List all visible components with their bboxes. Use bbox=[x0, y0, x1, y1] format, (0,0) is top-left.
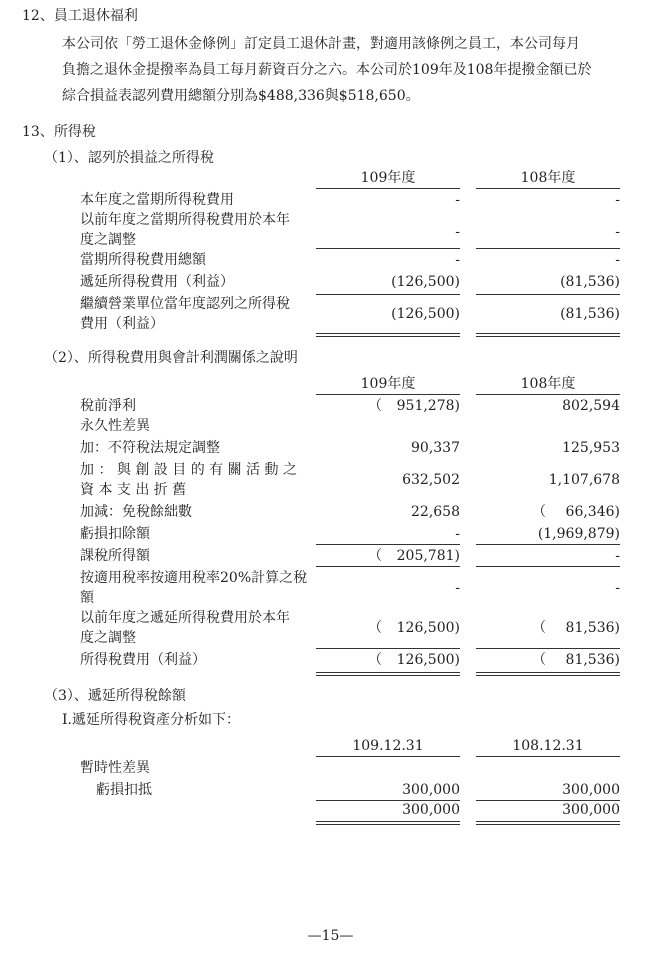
table1-row5-v2: (81,536) bbox=[560, 306, 620, 322]
table2-col-109: 109年度 bbox=[360, 376, 416, 392]
table3-col-108: 108.12.31 bbox=[512, 738, 584, 754]
table1-row1-v2: - bbox=[615, 192, 620, 208]
section-12-para-line-2: 負擔之退休金提撥率為員工每月薪資百分之六。本公司於109年及108年提撥金額已於 bbox=[62, 62, 592, 78]
table2-row1-v2: 802,594 bbox=[562, 398, 620, 414]
table2-row10-v1: 126,500) bbox=[396, 652, 460, 668]
table3-header-rule-1 bbox=[316, 756, 460, 757]
table1-rule-a-1 bbox=[316, 248, 460, 249]
table2-row1-paren-open: （ bbox=[368, 398, 382, 414]
table2-row10-label: 所得稅費用（利益） bbox=[80, 652, 206, 668]
table2-rule-b-1 bbox=[316, 566, 460, 567]
table2-row9-paren2-open: （ bbox=[532, 620, 546, 636]
table1-row4-v1: (126,500) bbox=[391, 274, 460, 290]
table1-row1-v1: - bbox=[455, 192, 460, 208]
table3-title: （3）、遞延所得稅餘額 bbox=[44, 688, 186, 704]
table3-col-109: 109.12.31 bbox=[352, 738, 424, 754]
table1-rule-a-2 bbox=[476, 248, 620, 249]
table2-row1-label: 稅前淨利 bbox=[80, 398, 136, 414]
table2-row9-paren-open: （ bbox=[368, 620, 382, 636]
table2-rule-c-2 bbox=[476, 648, 620, 649]
table2-row10-paren-open: （ bbox=[368, 652, 382, 668]
table3-row2-label: 虧損扣抵 bbox=[96, 782, 152, 798]
table1-row1-label: 本年度之當期所得稅費用 bbox=[80, 192, 234, 208]
page-number: —15— bbox=[307, 928, 354, 944]
table2-row7-v2: - bbox=[615, 548, 620, 564]
table1-total-rule-2 bbox=[476, 333, 620, 337]
table1-row4-v2: (81,536) bbox=[560, 274, 620, 290]
table2-row7-v1: 205,781) bbox=[396, 548, 460, 564]
table1-rule-b-2 bbox=[476, 294, 620, 295]
table2-row2-label: 永久性差異 bbox=[80, 418, 150, 434]
table3-total-v2: 300,000 bbox=[562, 802, 620, 818]
table3-row2-v1: 300,000 bbox=[402, 782, 460, 798]
table2-row4-v1: 632,502 bbox=[402, 472, 460, 488]
table1-header-rule-1 bbox=[316, 188, 460, 189]
table2-row7-label: 課稅所得額 bbox=[80, 548, 150, 564]
table2-row5-label: 加減：免稅餘絀數 bbox=[80, 504, 192, 520]
table1-rule-b-1 bbox=[316, 294, 460, 295]
table2-row8-label: 按適用稅率按適用稅率20%計算之稅額 bbox=[80, 570, 308, 606]
section-12-para-line-3: 綜合損益表認列費用總額分別為$488,336與$518,650。 bbox=[62, 88, 420, 104]
table2-row9-v1: 126,500) bbox=[396, 620, 460, 636]
table3-header-rule-2 bbox=[476, 756, 620, 757]
table1-title: （1）、認列於損益之所得稅 bbox=[44, 150, 214, 166]
table2-total-rule-1 bbox=[316, 672, 460, 676]
table3-subtitle: Ⅰ.遞延所得稅資產分析如下： bbox=[62, 712, 240, 728]
table2-rule-a-1 bbox=[316, 544, 460, 545]
table2-rule-a-2 bbox=[476, 544, 620, 545]
table2-row6-v1: - bbox=[455, 526, 460, 542]
table1-row2-v2: - bbox=[615, 224, 620, 240]
table2-row10-v2: 81,536) bbox=[565, 652, 620, 668]
table3-row2-v2: 300,000 bbox=[562, 782, 620, 798]
table2-header-rule-2 bbox=[476, 394, 620, 395]
section-12-para-line-1: 本公司依「勞工退休金條例」訂定員工退休計畫，對適用該條例之員工，本公司每月 bbox=[62, 36, 580, 52]
table2-row7-paren-open: （ bbox=[368, 548, 382, 564]
table1-row2-v1: - bbox=[455, 224, 460, 240]
table1-header-rule-2 bbox=[476, 188, 620, 189]
table1-row5-label: 繼續營業單位當年度認列之所得稅費用（利益） bbox=[80, 296, 290, 332]
table1-row2-label: 以前年度之當期所得稅費用於本年度之調整 bbox=[80, 212, 290, 248]
table2-row9-label: 以前年度之遞延所得稅費用於本年度之調整 bbox=[80, 610, 290, 646]
table2-row3-v1: 90,337 bbox=[411, 440, 460, 456]
table2-row3-label: 加：不符稅法規定調整 bbox=[80, 440, 220, 456]
section-12-heading: 12、員工退休福利 bbox=[22, 8, 138, 24]
table2-total-rule-2 bbox=[476, 672, 620, 676]
table2-row5-v1: 22,658 bbox=[411, 504, 460, 520]
table2-header-rule-1 bbox=[316, 394, 460, 395]
table2-row8-v1: - bbox=[455, 580, 460, 596]
table2-row10-paren2-open: （ bbox=[532, 652, 546, 668]
table1-row3-v2: - bbox=[615, 252, 620, 268]
table2-row6-v2: (1,969,879) bbox=[537, 526, 620, 542]
table2-row4-v2: 1,107,678 bbox=[548, 472, 620, 488]
table2-rule-c-1 bbox=[316, 648, 460, 649]
table2-row4-label: 加 ： 與 創 設 目 的 有 關 活 動 之 資 本 支 出 折 舊 bbox=[80, 462, 297, 498]
table1-row3-v1: - bbox=[455, 252, 460, 268]
table2-col-108: 108年度 bbox=[520, 376, 576, 392]
table2-rule-b-2 bbox=[476, 566, 620, 567]
table2-row8-v2: - bbox=[615, 580, 620, 596]
table3-total-v1: 300,000 bbox=[402, 802, 460, 818]
table1-row5-v1: (126,500) bbox=[391, 306, 460, 322]
table1-col-109: 109年度 bbox=[360, 170, 416, 186]
table2-row3-v2: 125,953 bbox=[562, 440, 620, 456]
table3-total-rule-2 bbox=[476, 821, 620, 825]
table2-row6-label: 虧損扣除額 bbox=[80, 526, 150, 542]
table2-row1-v1: 951,278) bbox=[396, 398, 460, 414]
table2-row9-v2: 81,536) bbox=[565, 620, 620, 636]
table1-total-rule-1 bbox=[316, 333, 460, 337]
table1-row3-label: 當期所得稅費用總額 bbox=[80, 252, 206, 268]
table3-total-rule-1 bbox=[316, 821, 460, 825]
table1-col-108: 108年度 bbox=[520, 170, 576, 186]
table2-row5-v2: 66,346) bbox=[565, 504, 620, 520]
table3-row1-label: 暫時性差異 bbox=[80, 760, 150, 776]
section-13-heading: 13、所得稅 bbox=[22, 124, 96, 140]
table2-title: （2）、所得稅費用與會計利潤關係之說明 bbox=[44, 350, 298, 366]
table1-row4-label: 遞延所得稅費用（利益） bbox=[80, 274, 234, 290]
table2-row5-paren-open: （ bbox=[532, 504, 546, 520]
